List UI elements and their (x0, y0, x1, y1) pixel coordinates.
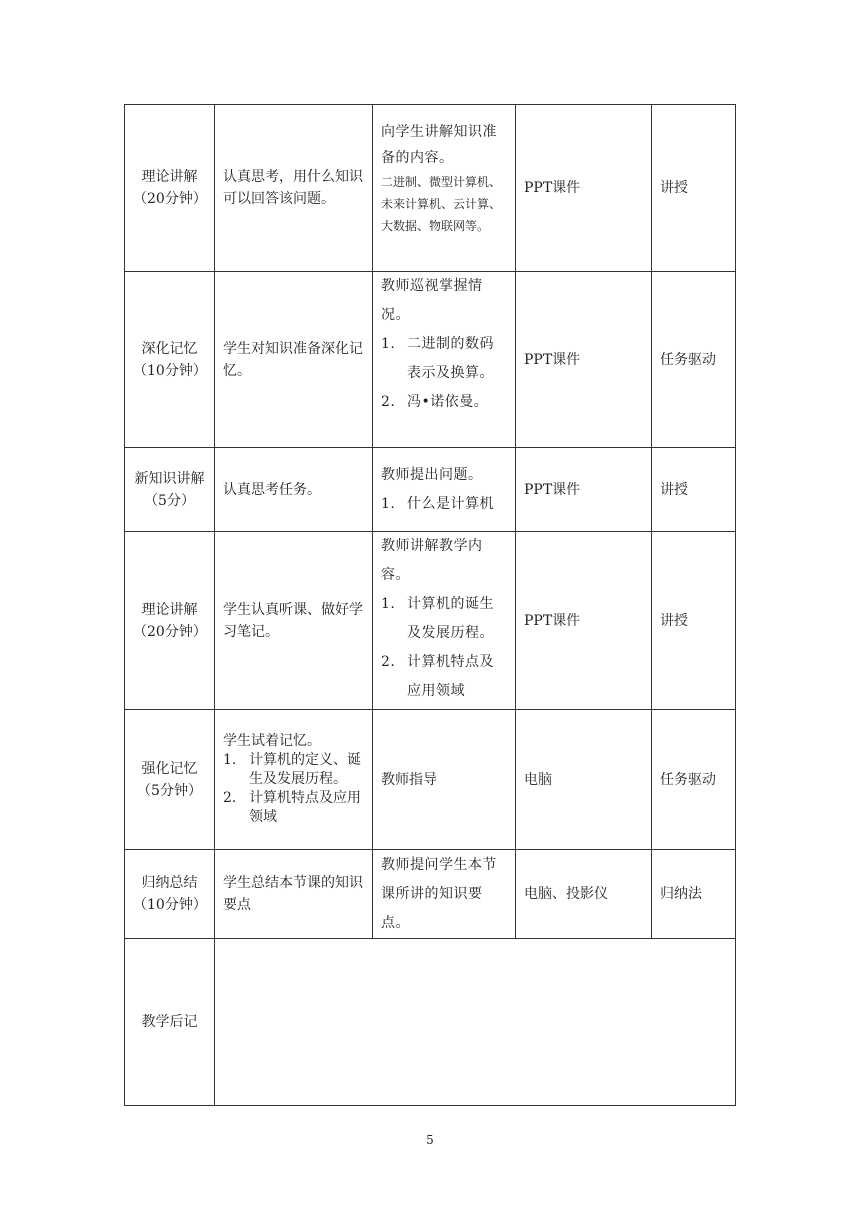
table-row (125, 710, 736, 850)
table-row (125, 105, 736, 272)
stage-cell: 归纳总结（10分钟） (125, 850, 215, 939)
stage-cell: 强化记忆（5分钟） (125, 710, 215, 850)
method-cell: 任务驱动 (652, 710, 736, 850)
list-text: 计算机特点及应用领域 (407, 654, 494, 699)
teacher-intro: 教师讲解教学内容。 (381, 538, 483, 583)
stage-cell: 新知识讲解（5分） (125, 448, 215, 532)
method-cell: 讲授 (652, 448, 736, 532)
student-activity-cell (215, 710, 373, 850)
method-cell: 讲授 (652, 105, 736, 272)
list-item (223, 751, 364, 789)
teacher-intro: 教师提出问题。 (381, 466, 483, 483)
list-number: 1. (381, 336, 396, 352)
stage-cell: 理论讲解（20分钟） (125, 105, 215, 272)
table-row (125, 850, 736, 939)
list-item (381, 648, 507, 706)
stage-cell: 深化记忆（10分钟） (125, 272, 215, 448)
list-number: 1. (381, 495, 396, 512)
list-text: 计算机的定义、诞生及发展历程。 (249, 752, 361, 787)
student-activity-cell: 认真思考任务。 (215, 448, 373, 532)
postscript-row (125, 939, 736, 1106)
list-text: 计算机的诞生及发展历程。 (407, 596, 494, 641)
teacher-intro: 向学生讲解知识准备的内容。 (381, 124, 497, 166)
method-cell: 任务驱动 (652, 272, 736, 448)
postscript-content (215, 939, 736, 1106)
list-text: 冯•诺依曼。 (407, 394, 489, 410)
student-intro: 学生试着记忆。 (223, 733, 321, 749)
student-activity-cell: 学生认真听课、做好学习笔记。 (215, 532, 373, 710)
teacher-activity-cell (373, 105, 516, 272)
list-text: 什么是计算机 (407, 495, 494, 512)
list-item (381, 490, 507, 519)
table-row (125, 272, 736, 448)
resource-cell: PPT课件 (516, 532, 652, 710)
teacher-note: 二进制、微型计算机、未来计算机、云计算、大数据、物联网等。 (381, 175, 502, 233)
list-number: 2. (223, 790, 237, 806)
lesson-plan-table (124, 104, 736, 1106)
list-item (381, 388, 507, 417)
list-item (223, 789, 364, 827)
method-cell: 归纳法 (652, 850, 736, 939)
resource-cell: 电脑 (516, 710, 652, 850)
list-number: 2. (381, 394, 396, 410)
list-item (381, 590, 507, 648)
teacher-list (381, 590, 507, 706)
teacher-list (381, 490, 507, 519)
teacher-activity-cell: 教师提问学生本节课所讲的知识要点。 (373, 850, 516, 939)
resource-cell: 电脑、投影仪 (516, 850, 652, 939)
postscript-label: 教学后记 (125, 939, 215, 1106)
teacher-list (381, 330, 507, 417)
teacher-activity-cell (373, 448, 516, 532)
list-text: 二进制的数码表示及换算。 (407, 336, 494, 381)
resource-cell: PPT课件 (516, 105, 652, 272)
student-list (223, 751, 364, 827)
student-activity-cell: 学生对知识准备深化记忆。 (215, 272, 373, 448)
list-number: 1. (223, 752, 237, 768)
teacher-activity-cell (373, 532, 516, 710)
list-number: 1. (381, 596, 396, 612)
teacher-activity-cell: 教师指导 (373, 710, 516, 850)
teacher-activity-cell (373, 272, 516, 448)
resource-cell: PPT课件 (516, 448, 652, 532)
method-cell: 讲授 (652, 532, 736, 710)
list-number: 2. (381, 654, 396, 670)
stage-cell: 理论讲解（20分钟） (125, 532, 215, 710)
page-number: 5 (426, 1133, 434, 1147)
resource-cell: PPT课件 (516, 272, 652, 448)
student-activity-cell: 认真思考，用什么知识可以回答该问题。 (215, 105, 373, 272)
teacher-intro: 教师巡视掌握情况。 (381, 278, 483, 323)
student-activity-cell: 学生总结本节课的知识要点 (215, 850, 373, 939)
list-item (381, 330, 507, 388)
table-row (125, 448, 736, 532)
list-text: 计算机特点及应用领域 (249, 790, 361, 825)
table-row (125, 532, 736, 710)
